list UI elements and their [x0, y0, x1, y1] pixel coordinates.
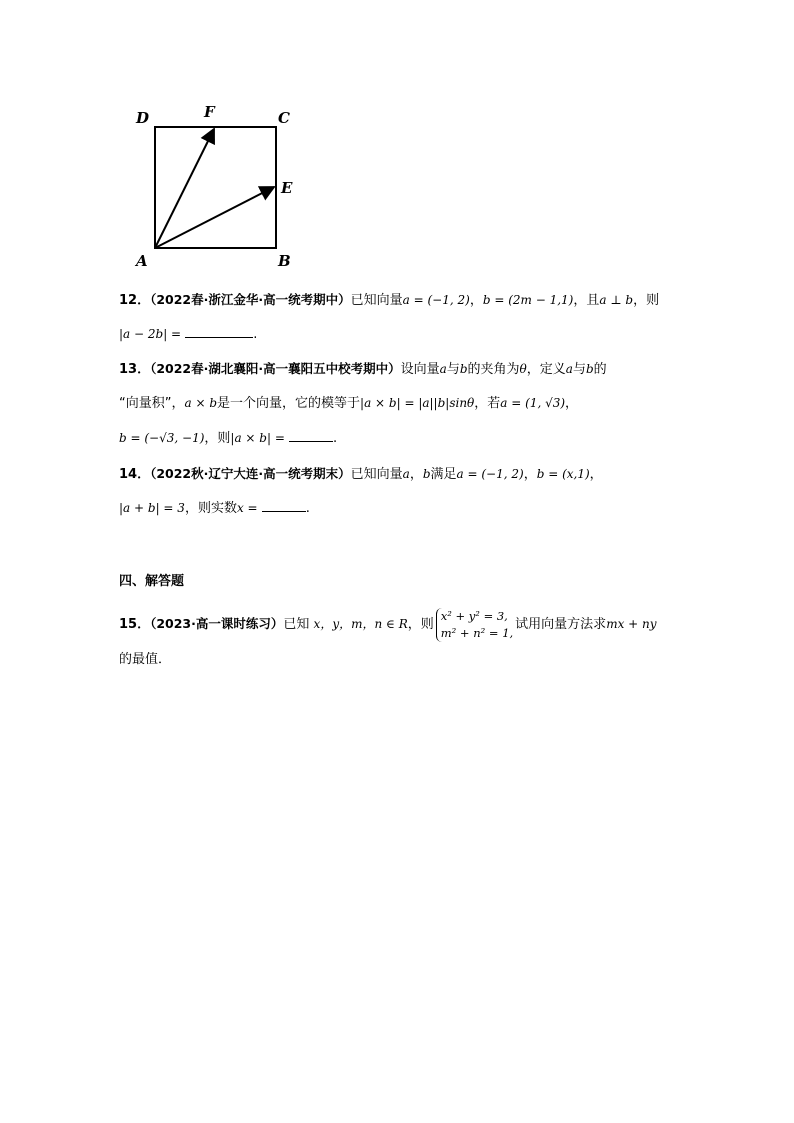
vector-a-value: a = (1, √3): [500, 396, 566, 410]
label-a: A: [136, 252, 148, 270]
question-text: 设向量: [400, 362, 440, 377]
question-13-line-1: [119, 360, 607, 379]
vector-b: b: [585, 362, 594, 376]
equation-2: m² + n² = 1,: [440, 625, 514, 640]
modulus-definition: |a × b| = |a||b|sinθ: [360, 396, 475, 410]
question-12-line-2: [119, 325, 257, 344]
vector-af: [155, 129, 214, 248]
question-number: 12．: [119, 293, 151, 308]
question-number: 14．: [119, 467, 151, 482]
section-heading: 四、解答题: [119, 574, 185, 589]
label-c: C: [278, 109, 290, 127]
theta-symbol: θ: [519, 362, 527, 376]
question-text: ，则: [407, 617, 434, 632]
vector-b: b: [459, 362, 468, 376]
modulus-expression: |a × b| =: [230, 431, 285, 445]
question-15-line-1: [119, 604, 657, 645]
label-e: E: [281, 179, 293, 197]
vector-a: a: [402, 467, 410, 481]
period: .: [253, 327, 258, 342]
separator: ，: [409, 467, 423, 482]
cross-product: a × b: [184, 396, 218, 410]
vector-a-value: a = (−1, 2): [456, 467, 524, 481]
question-text: ，若: [474, 396, 501, 411]
variables-set: x，y，m，n ∈ R: [313, 617, 408, 631]
question-text: ，则: [633, 293, 660, 308]
question-source: （2023·高一课时练习）: [150, 616, 284, 631]
question-15-line-2: [119, 651, 171, 669]
question-14-line-1: [119, 465, 603, 484]
modulus-expression: |a − 2b| =: [119, 327, 182, 341]
variable-x: x =: [236, 501, 258, 515]
square-abcd: [155, 127, 276, 248]
question-text: ，且: [573, 293, 600, 308]
question-text: 已知向量: [350, 467, 403, 482]
question-13-line-2: [119, 394, 578, 413]
question-text: 的最值．: [119, 652, 172, 667]
vector-a-value: a = (−1, 2): [402, 293, 470, 307]
separator: ，: [589, 467, 603, 482]
question-source: （2022春·湖北襄阳·高一襄阳五中校考期中）: [150, 361, 401, 376]
question-source: （2022春·浙江金华·高一统考期中）: [150, 292, 351, 307]
separator: ，: [565, 396, 579, 411]
equation-1: x² + y² = 3,: [440, 608, 508, 623]
question-text: 已知向量: [350, 293, 403, 308]
question-text: 满足: [430, 467, 457, 482]
sum-modulus-condition: |a + b| = 3: [119, 501, 185, 515]
vector-a: a: [565, 362, 573, 376]
vector-ae: [155, 187, 274, 248]
vector-a: a: [439, 362, 447, 376]
question-text: ，定义: [526, 362, 566, 377]
period: .: [333, 431, 338, 446]
conjunction: 与: [446, 362, 460, 377]
question-text: ，则实数: [184, 501, 237, 516]
question-number: 15．: [119, 617, 151, 632]
question-14-line-2: [119, 499, 310, 518]
vector-b-value: b = (2m − 1,1): [482, 293, 574, 307]
question-text: 的: [593, 362, 607, 377]
question-number: 13．: [119, 362, 151, 377]
target-expression: mx + ny: [606, 617, 657, 631]
question-text: 已知: [283, 617, 310, 632]
conjunction: 与: [572, 362, 586, 377]
vector-b: b: [422, 467, 431, 481]
vector-b-value: b = (−√3, −1): [119, 431, 205, 445]
perpendicular-condition: a ⊥ b: [599, 293, 634, 307]
period: .: [305, 501, 310, 516]
answer-blank[interactable]: [185, 325, 253, 338]
question-text: 的夹角为: [467, 362, 520, 377]
answer-blank[interactable]: [289, 429, 333, 442]
separator: ，: [469, 293, 483, 308]
question-13-line-3: [119, 429, 337, 448]
vector-b-value: b = (x,1): [536, 467, 590, 481]
label-b: B: [278, 252, 291, 270]
separator: ，: [523, 467, 537, 482]
label-d: D: [136, 109, 150, 127]
question-source: （2022秋·辽宁大连·高一统考期末）: [150, 466, 351, 481]
equation-system: [436, 608, 513, 642]
question-text: “向量积”，: [119, 396, 185, 411]
question-text: 试用向量方法求: [515, 617, 607, 632]
question-text: 是一个向量，它的模等于: [217, 396, 361, 411]
question-12-line-1: [119, 291, 659, 310]
label-f: F: [204, 103, 215, 121]
question-text: ，则: [204, 431, 231, 446]
answer-blank[interactable]: [262, 499, 306, 512]
square-vector-figure: [128, 96, 308, 276]
